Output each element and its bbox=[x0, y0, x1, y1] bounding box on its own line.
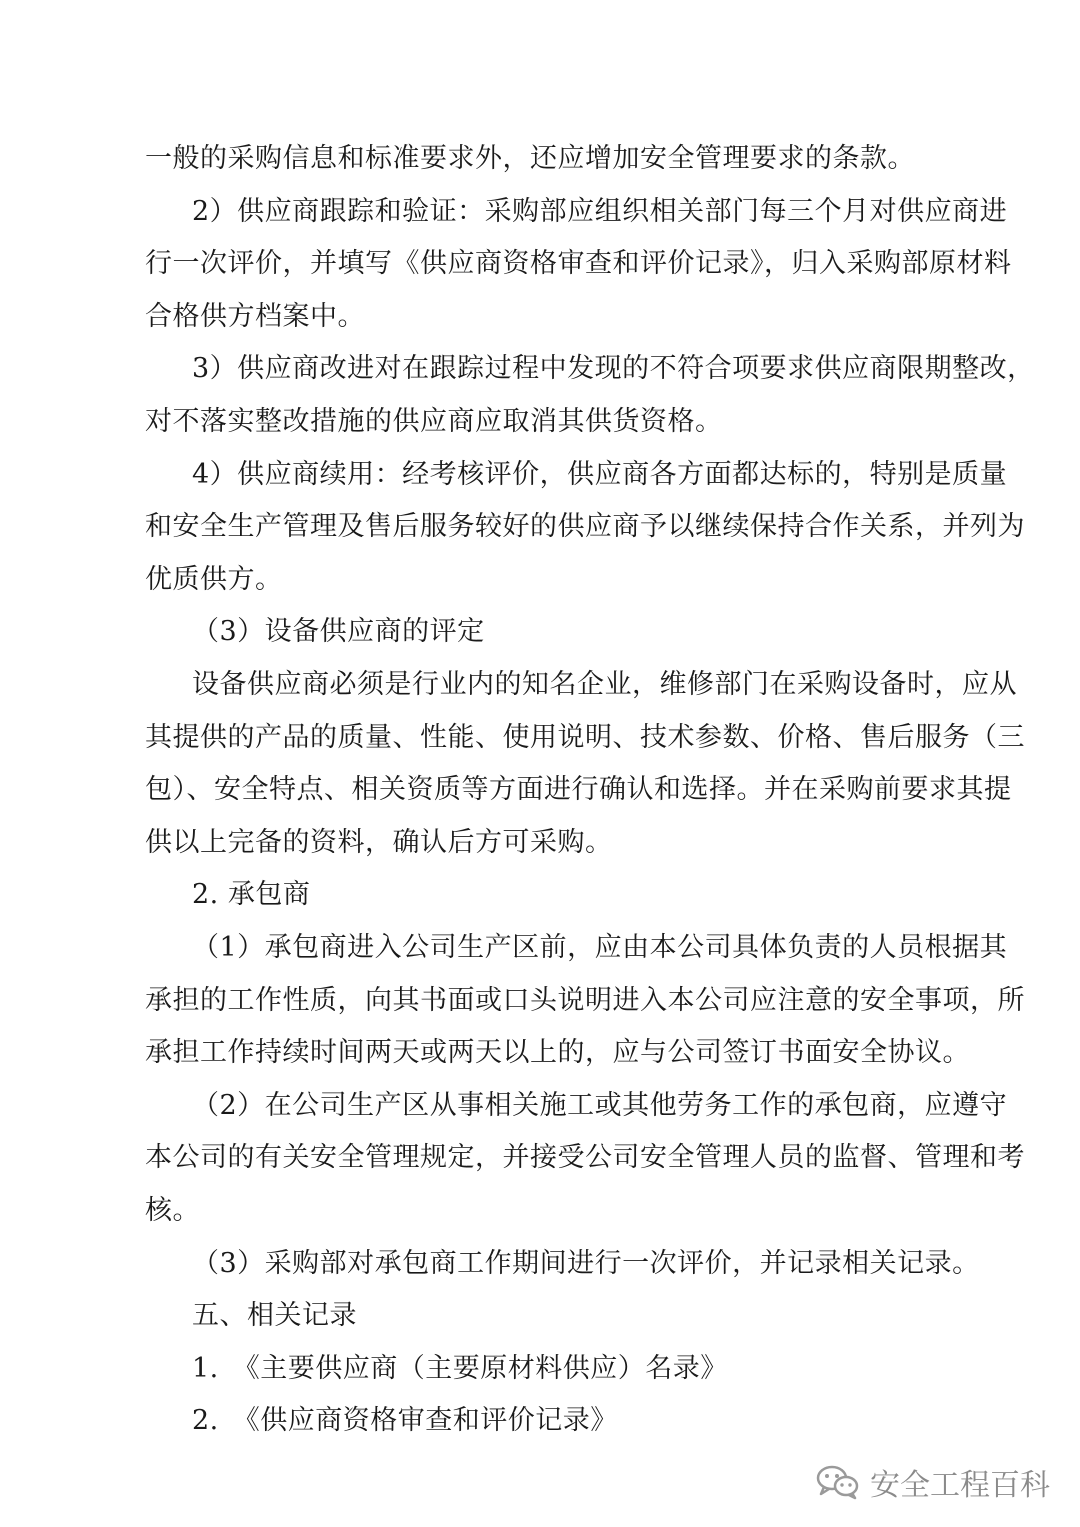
text-line: 行一次评价，并填写《供应商资格审查和评价记录》，归入采购部原材料 bbox=[145, 248, 1012, 279]
text-line: 供以上完备的资料，确认后方可采购。 bbox=[145, 827, 613, 858]
watermark bbox=[816, 1460, 1050, 1504]
text-line: 设备供应商必须是行业内的知名企业，维修部门在采购设备时，应从 bbox=[192, 669, 1017, 700]
text-line: 一般的采购信息和标准要求外，还应增加安全管理要求的条款。 bbox=[145, 143, 915, 174]
section-heading: （3）设备供应商的评定 bbox=[192, 616, 485, 647]
section-heading: 五、相关记录 bbox=[192, 1300, 357, 1331]
text-line: 其提供的产品的质量、性能、使用说明、技术参数、价格、售后服务（三 bbox=[145, 722, 1025, 753]
text-line: 承担工作持续时间两天或两天以上的，应与公司签订书面安全协议。 bbox=[145, 1037, 970, 1068]
text-line: 承担的工作性质，向其书面或口头说明进入本公司应注意的安全事项，所 bbox=[145, 985, 1025, 1016]
text-line: 2）供应商跟踪和验证：采购部应组织相关部门每三个月对供应商进 bbox=[192, 196, 1008, 227]
section-heading: 2. 承包商 bbox=[192, 879, 311, 910]
text-line: （3）采购部对承包商工作期间进行一次评价，并记录相关记录。 bbox=[192, 1248, 980, 1279]
text-line: 对不落实整改措施的供应商应取消其供货资格。 bbox=[145, 406, 723, 437]
list-item: 2. 《供应商资格审查和评价记录》 bbox=[192, 1405, 618, 1436]
text-line: 本公司的有关安全管理规定，并接受公司安全管理人员的监督、管理和考 bbox=[145, 1142, 1025, 1173]
text-line: （2）在公司生产区从事相关施工或其他劳务工作的承包商，应遵守 bbox=[192, 1090, 1008, 1121]
text-line: 3）供应商改进对在跟踪过程中发现的不符合项要求供应商限期整改， bbox=[192, 353, 1035, 384]
text-line: 包）、安全特点、相关资质等方面进行确认和选择。并在采购前要求其提 bbox=[145, 774, 1012, 805]
wechat-icon bbox=[816, 1464, 860, 1500]
list-item: 1. 《主要供应商（主要原材料供应）名录》 bbox=[192, 1353, 728, 1384]
text-line: 优质供方。 bbox=[145, 564, 283, 595]
watermark-text: 安全工程百科 bbox=[870, 1468, 1050, 1503]
text-line: 4）供应商续用：经考核评价，供应商各方面都达标的，特别是质量 bbox=[192, 459, 1008, 490]
text-line: 合格供方档案中。 bbox=[145, 301, 365, 332]
text-line: 和安全生产管理及售后服务较好的供应商予以继续保持合作关系，并列为 bbox=[145, 511, 1025, 542]
text-line: （1）承包商进入公司生产区前，应由本公司具体负责的人员根据其 bbox=[192, 932, 1008, 963]
text-line: 核。 bbox=[145, 1195, 200, 1226]
